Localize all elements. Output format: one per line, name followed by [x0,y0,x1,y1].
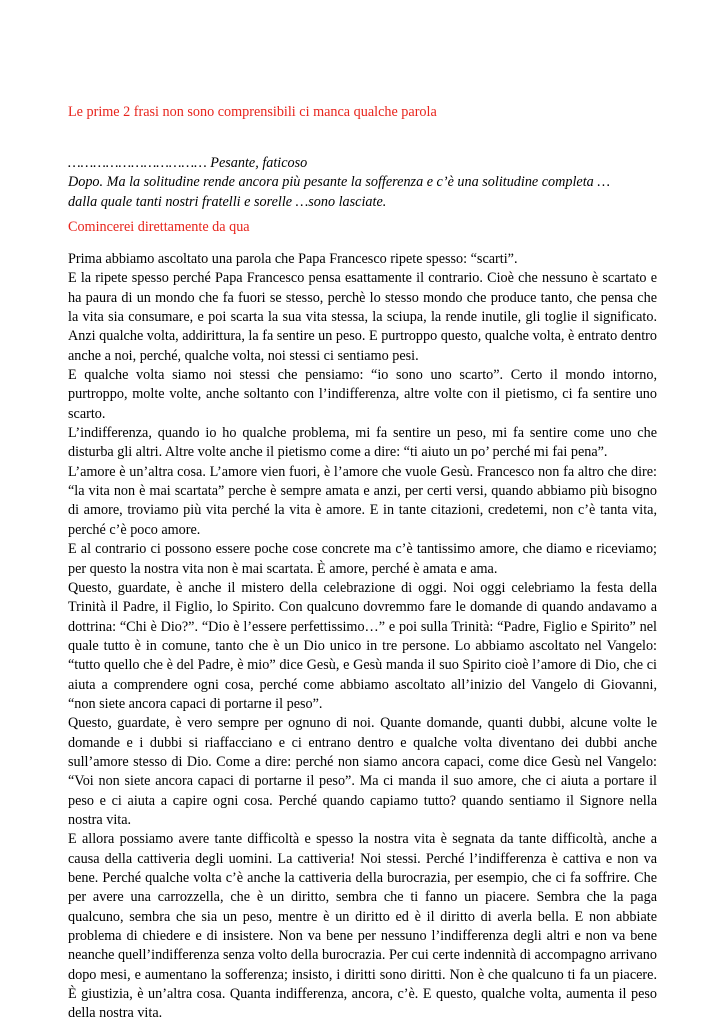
homily-text [68,250,657,1024]
quoted-passage [68,154,668,212]
paragraph: E la ripete spesso perché Papa Francesco pensa esattamente il contrario. Cioè che nessuno è scartato e ha paura di un mondo che fa fuori se stesso, perchè lo stesso mondo che produce tanto, che pensa che la vita sia consumare, e poi scarta la sua vita stessa, la sciupa, la rende inutile, gli toglie il significato. Anzi qualche volta, addirittura, la fa sentire un peso. E purtroppo questo, qualche volta, è entrato dentro anche a noi, perché, qualche volta, noi stessi ci sentiamo pesi. [68,270,657,364]
paragraph: Questo, guardate, è anche il mistero della celebrazione di oggi. Noi oggi celebriamo la festa della Trinità il Padre, il Figlio, lo Spirito. Con qualcuno dovremmo fare le domande di quando andavamo a dottrina: “Chi è Dio?”. “Dio è l’essere perfettissimo…” e poi sulla Trinità: “Padre, Figlio e Spirito” nel quale tutto è in comune, tanto che è un Dio unico in tre persone. Lo abbiamo ascoltato nel Vangelo: “tutto quello che è del Padre, è mio” dice Gesù, e Gesù manda il suo Spirito cioè l’amore di Dio, che ci aiuta a comprendere ogni cosa, perché come abbiamo ascoltato all’inizio del Vangelo di Giovanni, “non siete ancora capaci di portarne il peso”. [68,579,657,712]
paragraph: E al contrario ci possono essere poche cose concrete ma c’è tantissimo amore, che diamo e riceviamo; per questo la nostra vita non è mai scartata. È amore, perché è amata e ama. [68,541,657,577]
editor-note-start-here: Comincerei direttamente da qua [68,219,250,235]
paragraph: E allora possiamo avere tante difficoltà e spesso la nostra vita è segnata da tante difficoltà, anche a causa della cattiveria degli uomini. La cattiveria! Noi stessi. Perché l’indifferenza è cattiva e non va bene. Perché qualche volta c’è anche la cattiveria della burocrazia, per esempio, che ci fa soffrire. Che per avere una carrozzella, che è un diritto, sembra che ti fanno un piacere. Sembra che la paga qualcuno, sembra che sia un peso, mentre è un diritto ed è il diritto di averla bella. E non abbiate problema di chiedere e di insistere. Non va bene per nessuno l’indifferenza degli altri e non va bene neanche quell’indifferenza senza volto della burocrazia. Per cui certe indennità di accompagno arrivano dopo mesi, e aumentano la sofferenza; insisto, i diritti sono diritti. Non è che qualcuno ti fa un piacere. È giustizia, è un’altra cosa. Quanta indifferenza, ancora, c’è. E questo, qualche volta, aumenta il peso della nostra vita. [68,831,657,1022]
paragraph: Questo, guardate, è vero sempre per ognuno di noi. Quante domande, quanti dubbi, alcune volte le domande e i dubbi si riaffacciano e ci entrano dentro e qualche volta diventano dei dubbi anche sull’amore stesso di Dio. Come a dire: perché non siamo ancora capaci, come dice Gesù nel Vangelo: “Voi non siete ancora capaci di portarne il peso”. Ma ci manda il suo amore, che ci aiuta a portare il peso e ci aiuta a capire ogni cosa. Perché quando capiamo tutto? quando sentiamo il Signore nella nostra vita. [68,715,657,828]
paragraph: L’indifferenza, quando io ho qualche problema, mi fa sentire un peso, mi fa sentire come uno che disturba gli altri. Altre volte anche il pietismo come a dire: “ti aiuto un po’ perché mi fai pena”. [68,425,657,461]
quote-line: …………………………… Pesante, faticoso [68,155,308,171]
paragraph: E qualche volta siamo noi stessi che pensiamo: “io sono uno scarto”. Certo il mondo intorno, purtroppo, molte volte, anche soltanto con l’indifferenza, altre volte con il pietismo, ci fa sentire uno scarto. [68,367,657,422]
paragraph: L’amore è un’altra cosa. L’amore vien fuori, è l’amore che vuole Gesù. Francesco non fa altro che dire: “la vita non è mai scartata” perche è sempre amata e anzi, per certi versi, quando abbiamo più bisogno di amore, troviamo più vita perché la vita è amore. E in tante citazioni, credetemi, non c’è tanta vita, perché c’è poco amore. [68,463,657,538]
editor-note-missing-words: Le prime 2 frasi non sono comprensibili ci manca qualche parola [68,104,437,120]
quote-line: Dopo. Ma la solitudine rende ancora più pesante la sofferenza e c’è una solitudine completa … [68,174,610,191]
quote-line: dalla quale tanti nostri fratelli e sorelle …sono lasciate. [68,193,387,210]
paragraph: Prima abbiamo ascoltato una parola che Papa Francesco ripete spesso: “scarti”. [68,251,518,267]
